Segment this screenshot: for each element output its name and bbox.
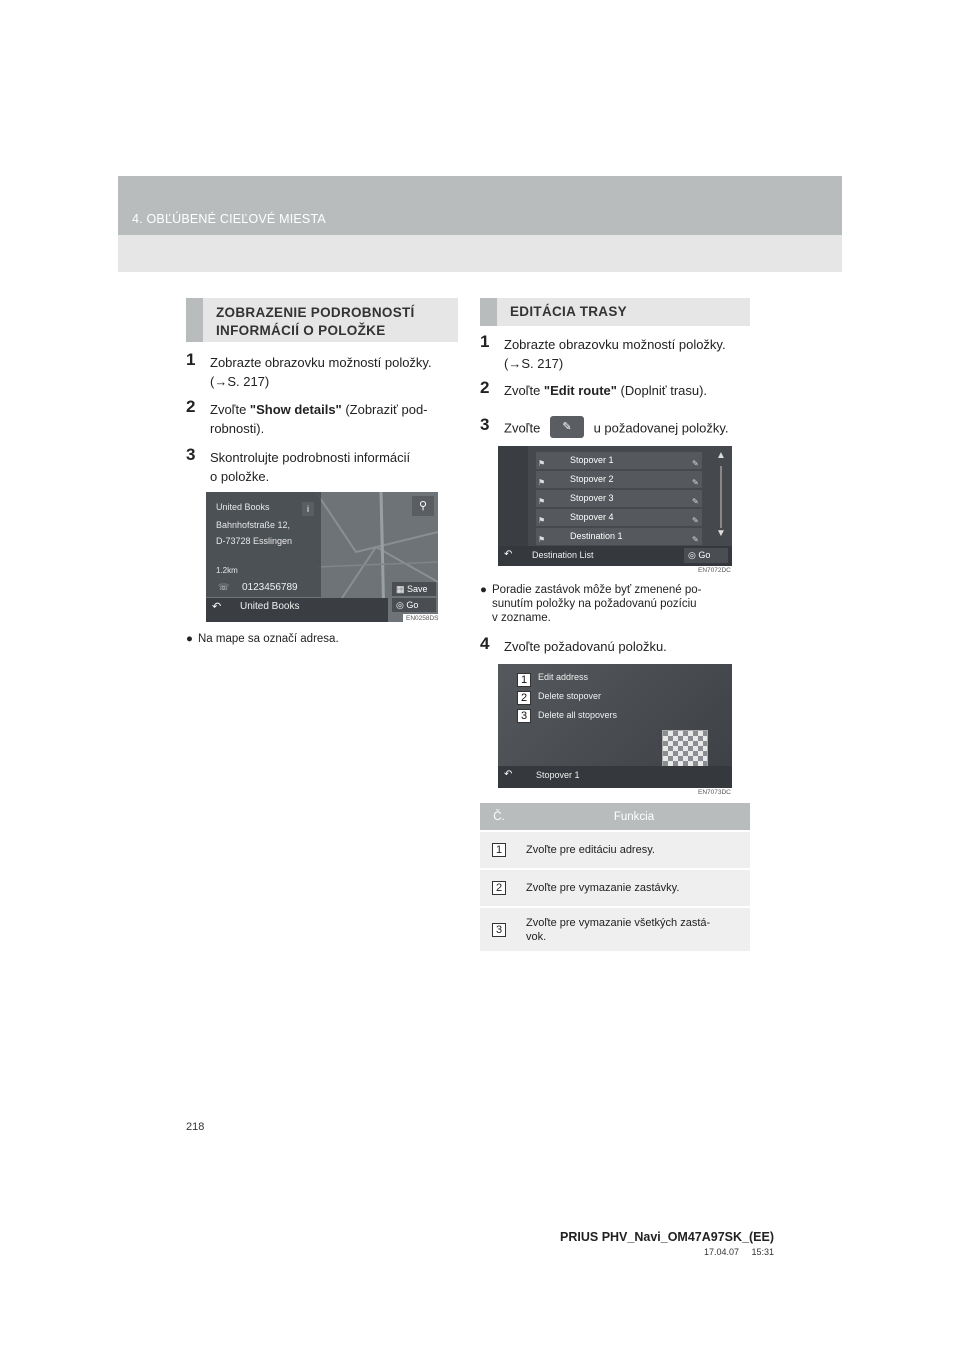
edit-address-item[interactable]: Edit address	[538, 672, 589, 682]
poi-address-line1: Bahnhofstraße 12,	[216, 520, 291, 530]
screen-footer-title: United Books	[240, 601, 300, 612]
go-button[interactable]: ◎ Go	[392, 598, 436, 612]
poi-phone[interactable]: 0123456789	[242, 582, 298, 593]
table-header-row	[480, 803, 750, 831]
table-row: 2 Zvoľte pre vymazanie zastávky.	[480, 869, 750, 907]
details-map-screen	[206, 492, 438, 622]
function-table	[480, 803, 750, 951]
stopover-menu-screen	[498, 664, 732, 788]
list-item[interactable]: Stopover 4	[536, 509, 702, 526]
chapter-title: 4. OBĽÚBENÉ CIEĽOVÉ MIESTA	[132, 212, 326, 226]
back-icon[interactable]: ↶	[504, 549, 513, 560]
image-code-2: EN7072DC	[695, 566, 734, 575]
table-row: 1 Zvoľte pre editáciu adresy.	[480, 831, 750, 869]
back-icon[interactable]: ↶	[212, 601, 222, 613]
screen-footer-title: Stopover 1	[536, 770, 580, 780]
back-icon[interactable]: ↶	[504, 769, 513, 780]
page-number: 218	[186, 1121, 205, 1133]
poi-distance: 1.2km	[216, 566, 238, 575]
scroll-down-icon[interactable]: ▼	[716, 528, 726, 539]
scrollbar[interactable]	[720, 466, 722, 528]
destination-list-screen	[498, 446, 732, 566]
menu-num-3: 3	[517, 709, 531, 723]
image-code-3: EN7073DC	[695, 788, 734, 797]
col-num-header: Č.	[480, 803, 518, 831]
edit-icon: ✎	[550, 416, 584, 438]
scroll-up-icon[interactable]: ▲	[716, 450, 726, 461]
go-button[interactable]: ◎ Go	[684, 548, 728, 563]
list-item[interactable]: Destination 1	[536, 528, 702, 545]
section-heading-edit-route: EDITÁCIA TRASY	[480, 298, 750, 326]
menu-num-1: 1	[517, 673, 531, 687]
delete-all-stopovers-item[interactable]: Delete all stopovers	[538, 710, 618, 720]
list-item[interactable]: Stopover 3	[536, 490, 702, 507]
phone-icon[interactable]: ☏	[218, 582, 230, 592]
screen-footer-title: Destination List	[532, 550, 594, 560]
menu-num-2: 2	[517, 691, 531, 705]
list-item[interactable]: Stopover 1	[536, 452, 702, 469]
flag-icon: ⚑ ⚑ ⚑ ⚑ ⚑	[538, 459, 546, 544]
info-icon[interactable]: i	[302, 502, 314, 516]
screen-footer-bar	[498, 766, 732, 788]
edit-icon[interactable]: ✎ ✎ ✎ ✎ ✎	[692, 459, 699, 544]
delete-stopover-item[interactable]: Delete stopover	[538, 691, 602, 701]
zoom-search-button[interactable]: ⚲	[412, 496, 434, 516]
list-item[interactable]: Stopover 2	[536, 471, 702, 488]
image-code-1: EN0258DS	[403, 614, 442, 623]
header-top-band	[118, 176, 842, 235]
poi-address-line2: D-73728 Esslingen	[216, 536, 293, 546]
table-row: 3 Zvoľte pre vymazanie všetkých zastá- vok.	[480, 907, 750, 951]
page-header	[118, 176, 842, 272]
col-func-header: Funkcia	[518, 803, 750, 831]
document-id: PRIUS PHV_Navi_OM47A97SK_(EE)	[560, 1230, 774, 1244]
document-date: 17.04.07 15:31	[703, 1247, 774, 1257]
poi-name: United Books	[216, 502, 270, 512]
section-heading-show-details: ZOBRAZENIE PODROBNOSTÍ INFORMÁCIÍ O POLOŽKE	[186, 298, 458, 342]
save-button[interactable]: ▦ Save	[392, 582, 436, 596]
